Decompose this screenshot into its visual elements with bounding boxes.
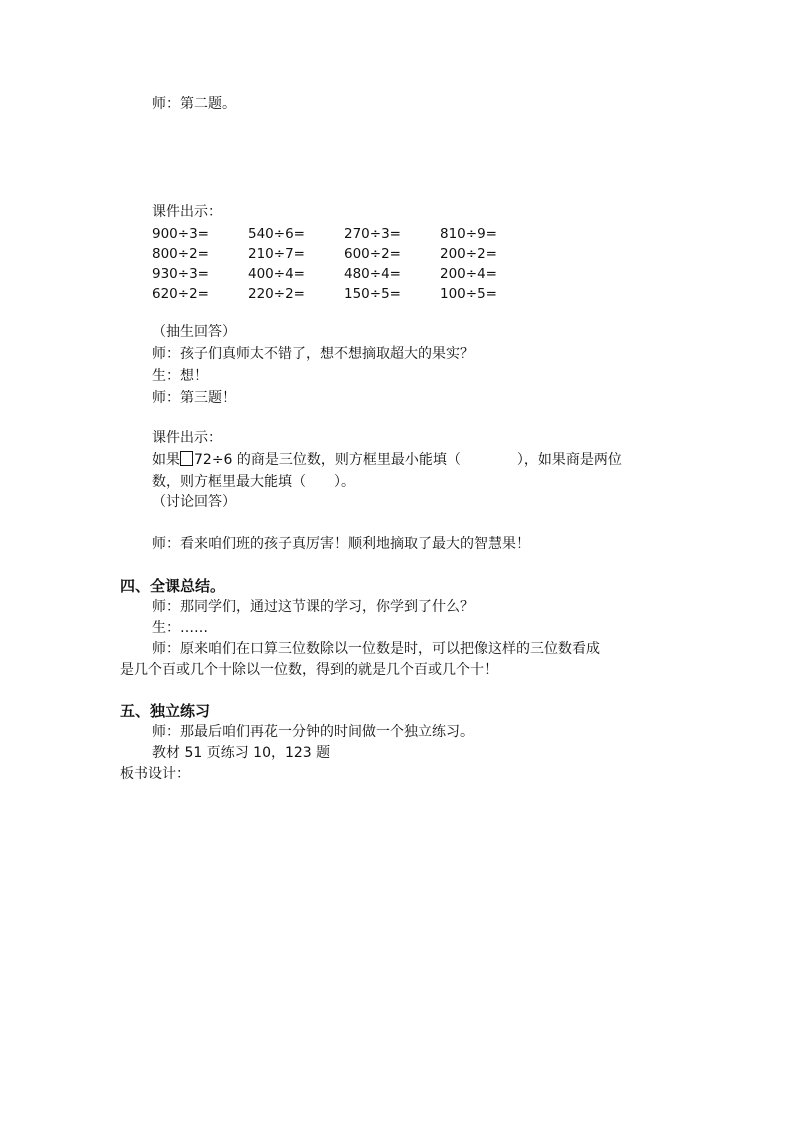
problem-cell: 270÷3=	[344, 226, 401, 242]
problem-cell: 600÷2=	[344, 246, 401, 262]
problem-cell: 200÷2=	[440, 246, 497, 262]
problem-row	[152, 224, 536, 244]
courseware-label-1: 课件出示：	[152, 204, 222, 220]
problem-cell: 100÷5=	[440, 286, 497, 302]
teacher-line: 师：原来咱们在口算三位数除以一位数是时，可以把像这样的三位数看成	[152, 641, 600, 657]
teacher-line: 师：看来咱们班的孩子真厉害！顺利地摘取了最大的智慧果！	[152, 536, 530, 552]
problem-cell: 900÷3=	[152, 226, 209, 242]
problem-cell: 220÷2=	[248, 286, 305, 302]
problem-cell: 480÷4=	[344, 266, 401, 282]
problem-cell: 800÷2=	[152, 246, 209, 262]
problem-row	[152, 244, 536, 264]
problem-cell: 620÷2=	[152, 286, 209, 302]
discuss-note: （讨论回答）	[152, 494, 236, 510]
teacher-line: 师：第三题！	[152, 390, 236, 406]
textbook-reference: 教材 51 页练习 10，123 题	[152, 745, 331, 761]
intro-line: 师：第二题。	[152, 96, 236, 112]
blank-box-icon	[180, 451, 193, 466]
student-line: 生：想！	[152, 368, 208, 384]
question-three-line-2: 数，则方框里最大能填（ ）。	[152, 474, 355, 490]
courseware-label-2: 课件出示：	[152, 430, 222, 446]
problem-cell: 400÷4=	[248, 266, 305, 282]
teacher-line: 师：孩子们真师太不错了，想不想摘取超大的果实？	[152, 346, 474, 362]
student-line: 生：……	[152, 620, 208, 636]
section-heading-summary: 四、全课总结。	[120, 577, 226, 595]
board-design-label: 板书设计：	[120, 766, 190, 782]
problem-cell: 150÷5=	[344, 286, 401, 302]
teacher-line: 师：那同学们，通过这节课的学习，你学到了什么？	[152, 599, 474, 615]
problem-cell: 540÷6=	[248, 226, 305, 242]
problem-row	[152, 284, 536, 304]
problem-row	[152, 264, 536, 284]
question-text: 如果	[152, 452, 180, 468]
teacher-line-continuation: 是几个百或几个十除以一位数，得到的就是几个百或几个十！	[120, 662, 498, 678]
question-text: 72÷6 的商是三位数，则方框里最小能填（ ），如果商是两位	[194, 452, 622, 468]
problem-cell: 200÷4=	[440, 266, 497, 282]
question-three-line-1	[152, 450, 622, 470]
pick-answer-note: （抽生回答）	[152, 324, 236, 340]
problem-grid	[152, 224, 536, 304]
problem-cell: 210÷7=	[248, 246, 305, 262]
teacher-line: 师：那最后咱们再花一分钟的时间做一个独立练习。	[152, 724, 474, 740]
problem-cell: 810÷9=	[440, 226, 497, 242]
problem-cell: 930÷3=	[152, 266, 209, 282]
section-heading-practice: 五、独立练习	[120, 702, 211, 720]
